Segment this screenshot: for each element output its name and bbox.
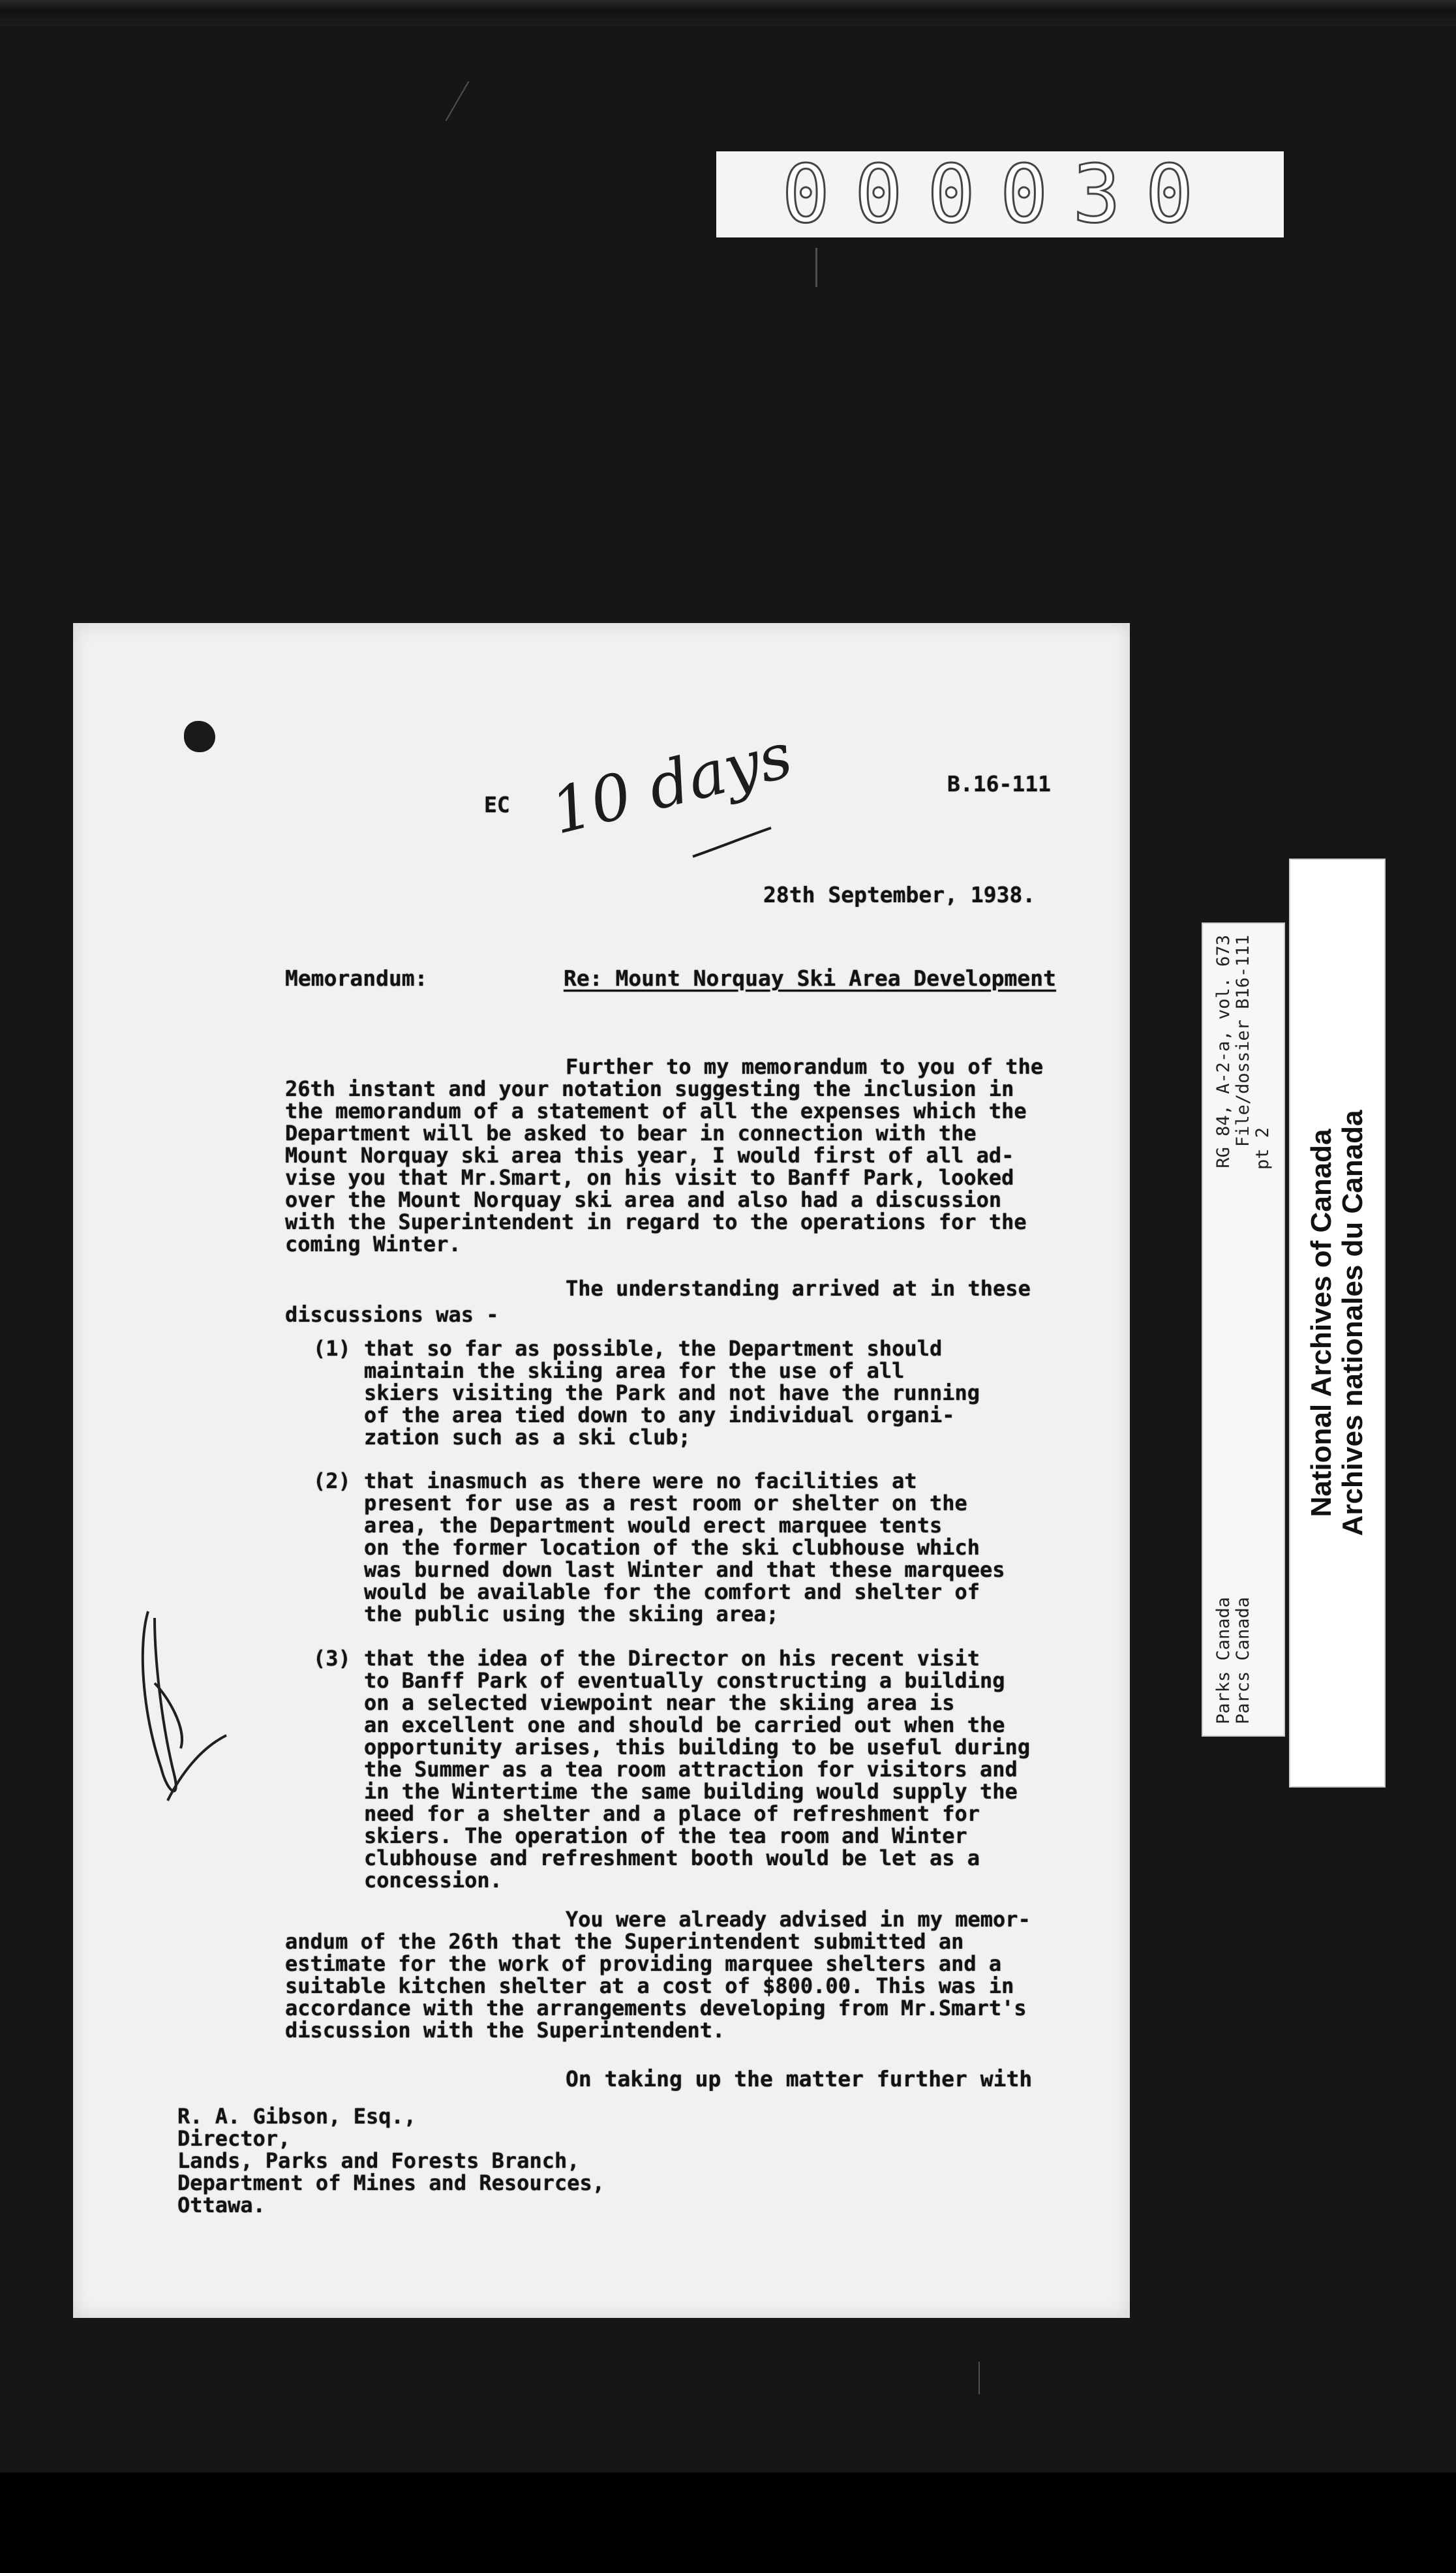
text-line: zation such as a ski club;	[364, 1425, 691, 1450]
film-scratch	[815, 248, 817, 287]
text-line: skiers. The operation of the tea room and Winter	[364, 1823, 967, 1848]
memo-heading: Memorandum:	[285, 966, 428, 991]
file-number: B.16-111	[947, 771, 1051, 797]
recipient-line: R. A. Gibson, Esq.,	[177, 2104, 417, 2129]
archive-name-fr: Archives nationales du Canada	[1337, 1110, 1369, 1536]
memo-initials: EC	[484, 792, 510, 817]
recipient-address	[177, 2105, 605, 2216]
text-line: skiers visiting the Park and not have the running	[364, 1380, 980, 1405]
text-line: Further to my memorandum to you of the	[566, 1054, 1044, 1079]
text-line: suitable kitchen shelter at a cost of $800.00. This was in	[285, 1973, 1014, 1998]
text-line: an excellent one and should be carried out when the	[364, 1713, 1005, 1737]
text-line: the Summer as a tea room attraction for visitors and	[364, 1757, 1018, 1782]
frame-number: 000030	[716, 151, 1284, 237]
reference-label	[1202, 922, 1285, 1737]
text-line: area, the Department would erect marquee tents	[364, 1513, 943, 1538]
text-line: clubhouse and refreshment booth would be let as a	[364, 1846, 980, 1870]
text-line: concession.	[364, 1868, 502, 1893]
text-line: 26th instant and your notation suggesting the inclusion in	[285, 1076, 1014, 1101]
text-line: the memorandum of a statement of all the expenses which the	[285, 1099, 1027, 1123]
reference-number: RG 84, A-2-a, vol. 673	[1213, 935, 1234, 1168]
text-line: that so far as possible, the Department should	[364, 1336, 943, 1361]
file-reference: File/dossier B16-111	[1233, 935, 1253, 1148]
text-line: on a selected viewpoint near the skiing area is	[364, 1690, 955, 1715]
film-scratch	[446, 81, 470, 121]
text-line: Mount Norquay ski area this year, I would first of all ad-	[285, 1143, 1014, 1168]
text-line: of the area tied down to any individual organi-	[364, 1403, 955, 1427]
list-item-text	[364, 1337, 1072, 1448]
text-line: present for use as a rest room or shelter on the	[364, 1491, 967, 1515]
archive-label	[1289, 859, 1386, 1788]
recipient-line: Department of Mines and Resources,	[177, 2170, 605, 2195]
text-line: The understanding arrived at in these	[566, 1276, 1031, 1301]
text-line: maintain the skiing area for the use of all	[364, 1358, 905, 1383]
handwritten-initials	[135, 1605, 233, 1820]
archive-label-text	[1306, 932, 1369, 1714]
recipient-line: Director,	[177, 2126, 291, 2151]
text-line: discussion with the Superintendent.	[285, 2018, 725, 2043]
handwritten-stroke	[686, 819, 778, 864]
film-edge-bottom	[0, 2473, 1456, 2573]
text-line: accordance with the arrangements developing from Mr.Smart's	[285, 1996, 1027, 2020]
punch-hole	[184, 721, 215, 752]
text-line: to Banff Park of eventually constructing a building	[364, 1668, 1005, 1693]
text-line: with the Superintendent in regard to the operations for the	[285, 1210, 1027, 1234]
text-line: was burned down last Winter and that these marquees	[364, 1557, 1005, 1582]
part-number: pt 2	[1252, 1127, 1273, 1170]
memo-subject: Re: Mount Norquay Ski Area Development	[564, 966, 1056, 991]
paragraph-1	[285, 1056, 1146, 1255]
agency-fr: Parcs Canada	[1233, 1596, 1253, 1724]
reference-row	[1214, 935, 1234, 1724]
film-scratch	[978, 2362, 980, 2394]
handwritten-note: 10 days	[544, 718, 799, 849]
reference-row	[1253, 935, 1273, 1724]
text-line: would be available for the comfort and shelter of	[364, 1579, 980, 1604]
text-line: that inasmuch as there were no facilities at	[364, 1469, 917, 1493]
archive-name-en: National Archives of Canada	[1305, 1129, 1337, 1517]
text-line: You were already advised in my memor-	[566, 1907, 1031, 1932]
text-line: discussions was -	[285, 1302, 499, 1327]
text-line: andum of the 26th that the Superintendent submitted an	[285, 1929, 964, 1954]
agency-en: Parks Canada	[1213, 1596, 1234, 1724]
reference-label-text	[1214, 935, 1273, 1724]
paragraph-3	[285, 1908, 1146, 2041]
text-line: over the Mount Norquay ski area and also had a discussion	[285, 1187, 1002, 1212]
memo-page	[73, 623, 1130, 2318]
text-line: vise you that Mr.Smart, on his visit to Banff Park, looked	[285, 1165, 1014, 1190]
text-line: the public using the skiing area;	[364, 1602, 779, 1626]
memo-date: 28th September, 1938.	[763, 882, 1036, 907]
recipient-line: Lands, Parks and Forests Branch,	[177, 2148, 580, 2173]
text-line: on the former location of the ski clubhouse which	[364, 1535, 980, 1560]
text-line: in the Wintertime the same building would supply the	[364, 1779, 1018, 1804]
paragraph-2	[285, 1275, 1146, 1328]
text-line: need for a shelter and a place of refreshment for	[364, 1801, 980, 1826]
film-edge-top	[0, 0, 1456, 26]
list-item-number: (1)	[313, 1336, 351, 1361]
reference-row	[1234, 935, 1253, 1724]
list-item-text	[364, 1647, 1072, 1891]
text-line: coming Winter.	[285, 1232, 461, 1256]
list-item-number: (2)	[313, 1469, 351, 1493]
text-line: Department will be asked to bear in connection with the	[285, 1121, 977, 1146]
text-line: that the idea of the Director on his recent visit	[364, 1646, 980, 1671]
text-line: estimate for the work of providing marquee shelters and a	[285, 1951, 1002, 1976]
text-line: opportunity arises, this building to be useful during	[364, 1735, 1031, 1759]
list-item-number: (3)	[313, 1646, 351, 1671]
recipient-line: Ottawa.	[177, 2193, 265, 2217]
paragraph-4: On taking up the matter further with	[566, 2066, 1033, 2092]
list-item-text	[364, 1470, 1072, 1625]
